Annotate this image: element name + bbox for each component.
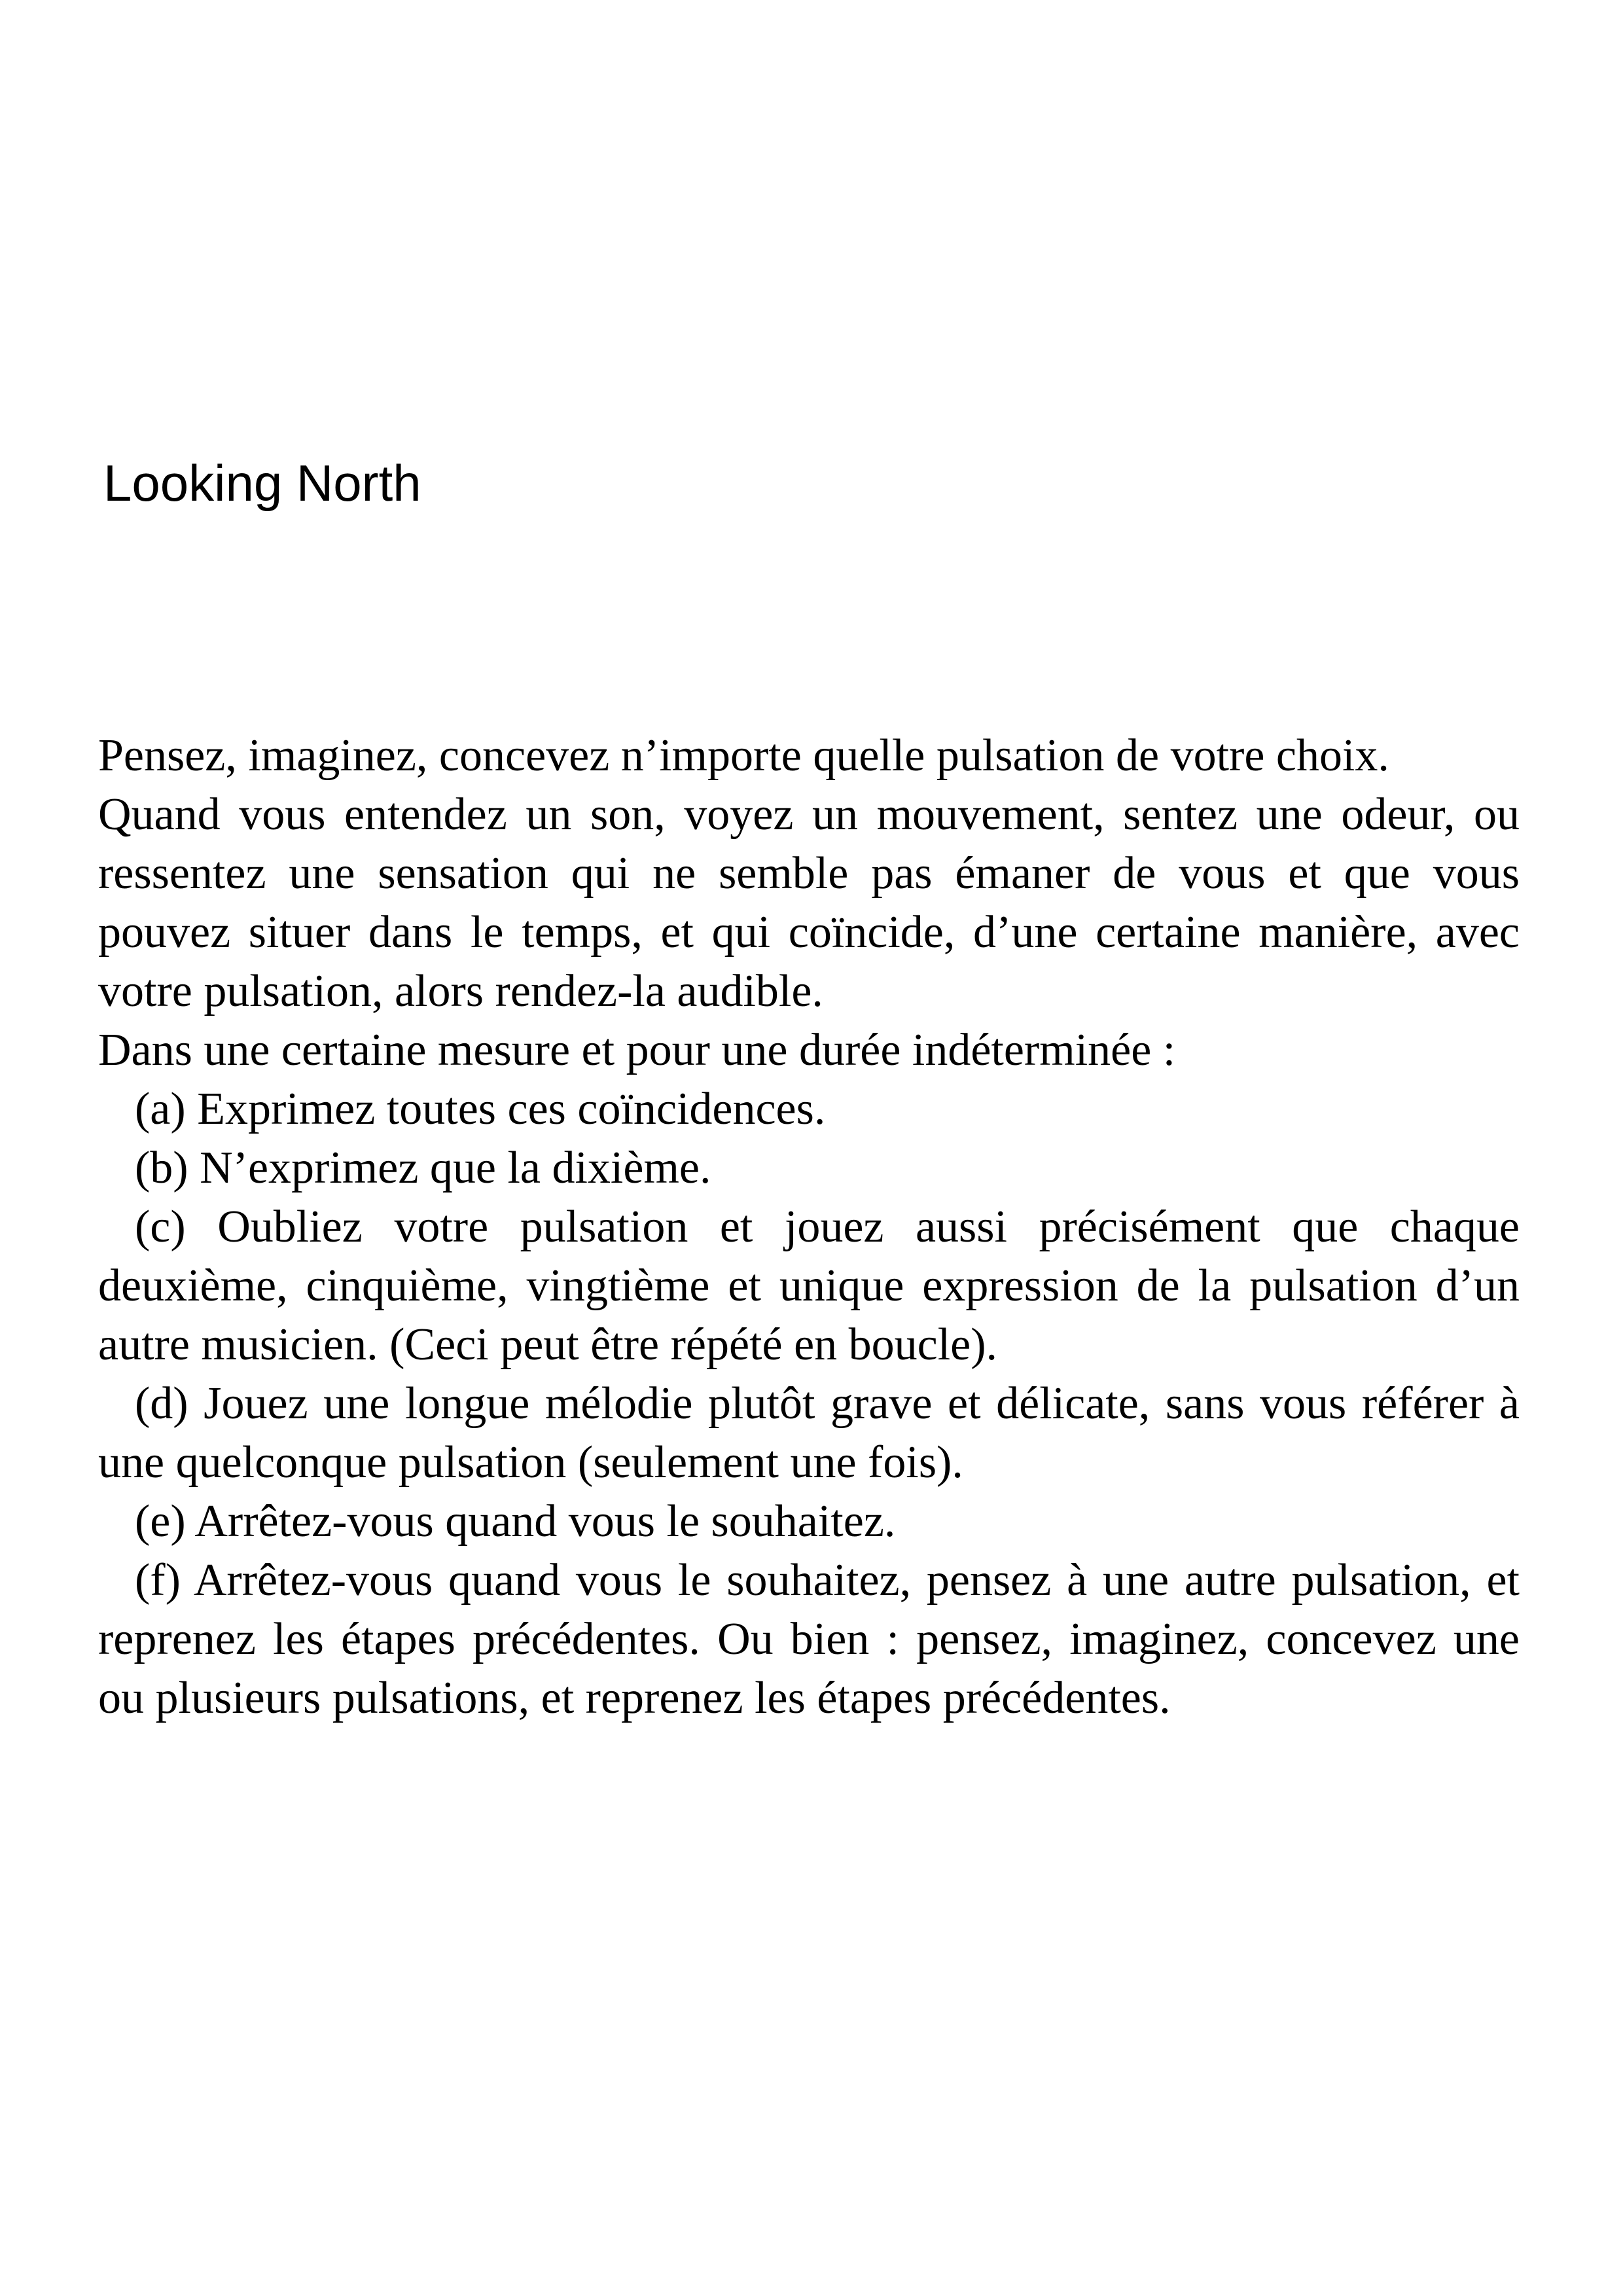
list-item-e: (e) Arrêtez-vous quand vous le souhaitez. xyxy=(135,1496,896,1547)
list-item-f: (f) Arrêtez-vous quand vous le souhaitez, pensez à une autre pulsation, et reprenez les étapes précédentes. Ou bien : pensez, imaginez, concevez une ou plusieurs pulsations, et reprenez les étapes précédentes. xyxy=(98,1555,1520,1723)
page-title: Looking North xyxy=(103,454,421,512)
intro-line: Pensez, imaginez, concevez n’importe quelle pulsation de votre choix. xyxy=(98,730,1389,781)
intro-paragraph: Quand vous entendez un son, voyez un mouvement, sentez une odeur, ou ressentez une sensation qui ne semble pas émaner de vous et que vous pouvez situer dans le temps, et qui coïncide, d’une certaine manière, avec votre pulsation, alors rendez-la audible. xyxy=(98,789,1520,1016)
list-item-a: (a) Exprimez toutes ces coïncidences. xyxy=(135,1084,826,1134)
list-item-d: (d) Jouez une longue mélodie plutôt grave et délicate, sans vous référer à une quelconque pulsation (seulement une fois). xyxy=(98,1378,1520,1488)
body-text xyxy=(98,726,1520,1728)
lead-line: Dans une certaine mesure et pour une durée indéterminée : xyxy=(98,1025,1176,1075)
list-item-b: (b) N’exprimez que la dixième. xyxy=(135,1143,711,1193)
list-item-c: (c) Oubliez votre pulsation et jouez aussi précisément que chaque deuxième, cinquième, vingtième et unique expression de la pulsation d’un autre musicien. (Ceci peut être répété en boucle). xyxy=(98,1202,1520,1370)
